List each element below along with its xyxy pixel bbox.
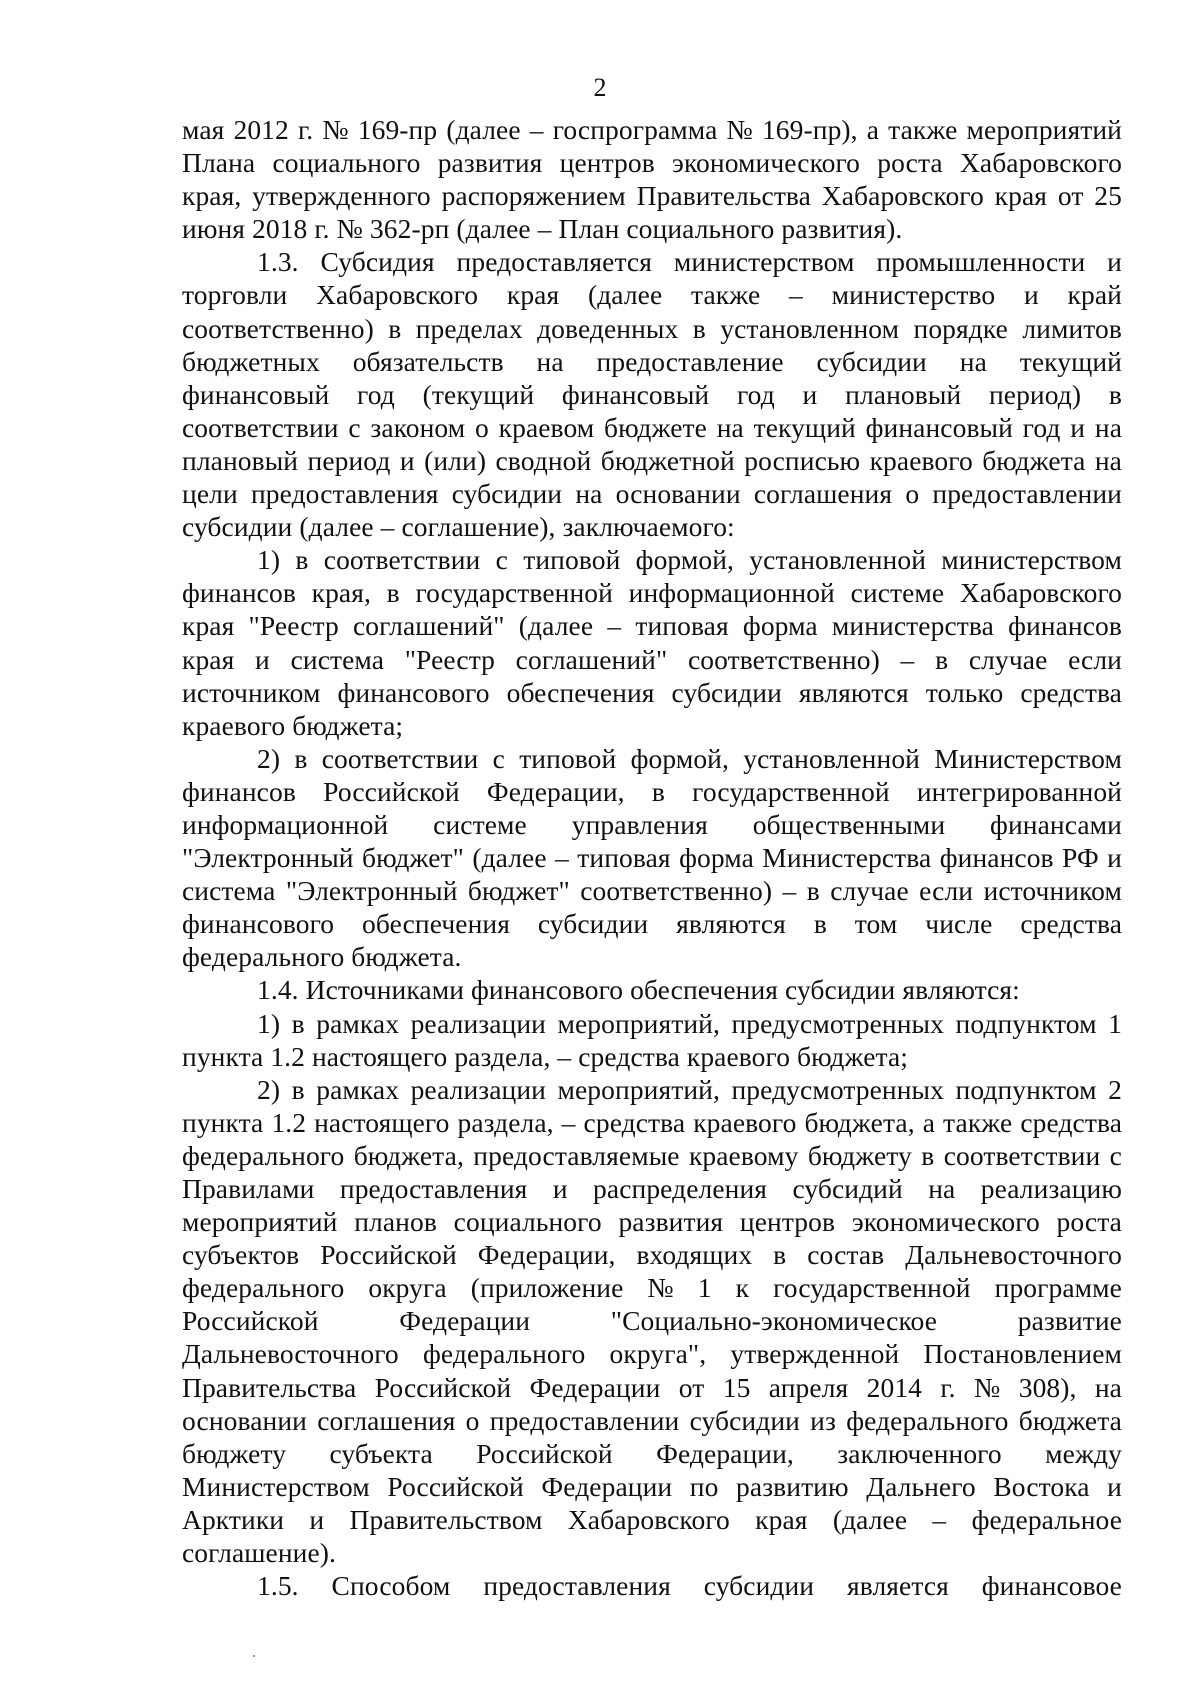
text-line: торговли Хабаровского края (далее также – министерство и край — [182, 279, 1122, 311]
text-line: система "Электронный бюджет" соответственно) – в случае если источником — [182, 875, 1122, 907]
page-number: 2 — [593, 73, 607, 102]
text-line: 1) в рамках реализации мероприятий, предусмотренных подпунктом 1 — [257, 1007, 1122, 1039]
text-line: федерального бюджета. — [182, 941, 462, 973]
scan-speck — [253, 1655, 255, 1657]
text-line: Правилами предоставления и распределения субсидий на реализацию — [182, 1173, 1122, 1204]
text-line: Российской Федерации "Социально-экономическое развитие — [182, 1305, 1122, 1337]
text-line: Плана социального развития центров экономического роста Хабаровского — [182, 147, 1122, 179]
text-line: соглашение). — [182, 1537, 337, 1569]
text-line: финансовый год (текущий финансовый год и плановый период) в — [182, 378, 1122, 410]
text-line: плановый период и (или) сводной бюджетной росписью краевого бюджета на — [182, 444, 1122, 476]
text-line: 2) в рамках реализации мероприятий, предусмотренных подпунктом 2 — [257, 1073, 1122, 1105]
text-line: соответствии с законом о краевом бюджете на текущий финансовый год и на — [182, 411, 1122, 443]
text-line: финансового обеспечения субсидии являются в том числе средства — [182, 908, 1122, 940]
text-line: края и система "Реестр соглашений" соответственно) – в случае если — [182, 643, 1122, 675]
text-line: субсидии (далее – соглашение), заключаемого: — [182, 511, 735, 543]
text-line: информационной системе управления общественными финансами — [182, 808, 1122, 840]
text-line: 1.4. Источниками финансового обеспечения субсидии являются: — [257, 974, 1020, 1006]
text-line: 1.3. Субсидия предоставляется министерством промышленности и — [257, 246, 1122, 278]
text-line: соответственно) в пределах доведенных в установленном порядке лимитов — [182, 312, 1122, 344]
text-line: основании соглашения о предоставлении субсидии из федерального бюджета — [182, 1404, 1122, 1436]
text-line: 2) в соответствии с типовой формой, установленной Министерством — [257, 742, 1122, 774]
text-line: края, утвержденного распоряжением Правительства Хабаровского края от 25 — [182, 180, 1122, 212]
text-line: федерального округа (приложение № 1 к государственной программе — [182, 1272, 1122, 1304]
text-line: "Электронный бюджет" (далее – типовая форма Министерства финансов РФ и — [182, 842, 1122, 874]
text-line: краевого бюджета; — [182, 709, 404, 741]
text-line: субъектов Российской Федерации, входящих в состав Дальневосточного — [182, 1239, 1122, 1271]
text-line: Правительства Российской Федерации от 15 апреля 2014 г. № 308), на — [182, 1371, 1122, 1403]
text-line: Министерством Российской Федерации по развитию Дальнего Востока и — [182, 1470, 1122, 1502]
text-line: федерального бюджета, предоставляемые краевому бюджету в соответствии с — [182, 1139, 1122, 1171]
text-line: 1) в соответствии с типовой формой, установленной министерством — [257, 544, 1122, 576]
text-line: Арктики и Правительством Хабаровского края (далее – федеральное — [182, 1503, 1122, 1535]
document-body — [182, 113, 1122, 1602]
text-line: мая 2012 г. № 169-пр (далее – госпрограмма № 169-пр), а также мероприятий — [182, 114, 1122, 145]
text-line: бюджетных обязательств на предоставление субсидии на текущий — [182, 345, 1122, 377]
text-line: мероприятий планов социального развития центров экономического роста — [182, 1206, 1122, 1238]
text-line: бюджету субъекта Российской Федерации, заключенного между — [182, 1437, 1122, 1469]
text-line: цели предоставления субсидии на основании соглашения о предоставлении — [182, 478, 1122, 510]
text-line: 1.5. Способом предоставления субсидии является финансовое — [257, 1570, 1122, 1602]
text-line: финансов Российской Федерации, в государственной интегрированной — [182, 775, 1122, 807]
text-line: края "Реестр соглашений" (далее – типовая форма министерства финансов — [182, 610, 1122, 642]
text-line: пункта 1.2 настоящего раздела, – средства краевого бюджета; — [182, 1040, 909, 1072]
text-line: июня 2018 г. № 362-рп (далее – План социального развития). — [182, 213, 903, 245]
text-line: источником финансового обеспечения субсидии являются только средства — [182, 676, 1122, 708]
text-line: финансов края, в государственной информационной системе Хабаровского — [182, 577, 1122, 609]
text-line: пункта 1.2 настоящего раздела, – средства краевого бюджета, а также средства — [182, 1106, 1122, 1138]
text-line: Дальневосточного федерального округа", утвержденной Постановлением — [182, 1338, 1122, 1370]
